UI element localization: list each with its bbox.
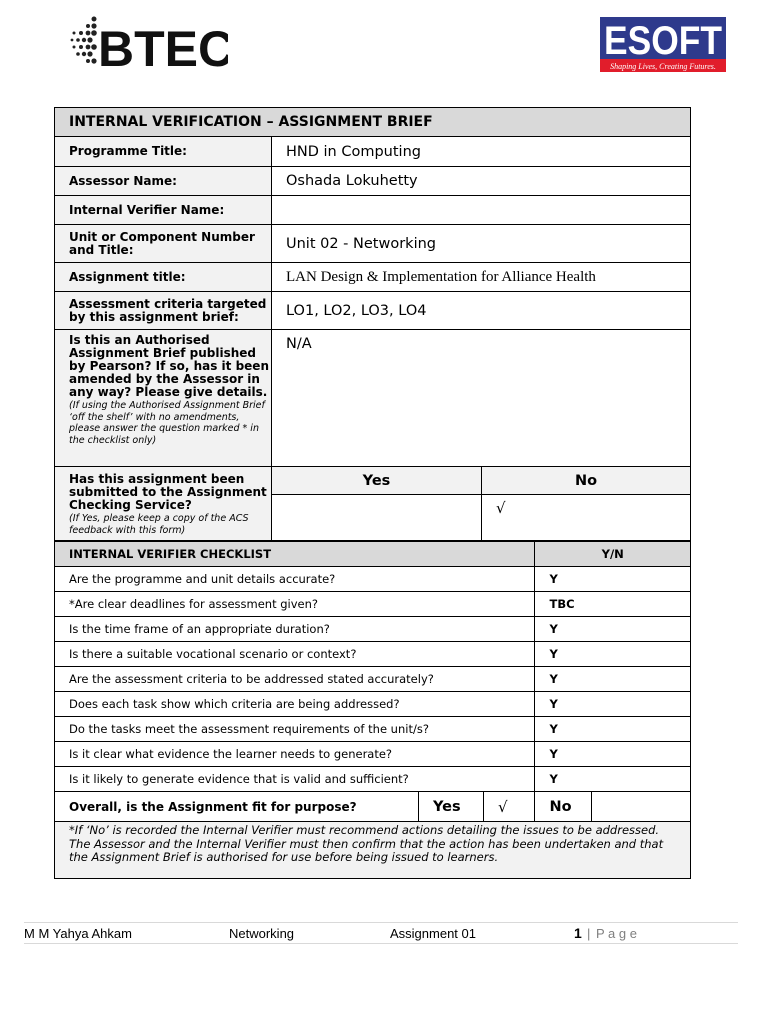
- checklist-answer: Y: [535, 567, 691, 592]
- programme-title-value: HND in Computing: [272, 137, 691, 167]
- acs-no-cell: √: [482, 495, 691, 541]
- overall-yes-mark: √: [484, 792, 535, 822]
- footer-unit: Networking: [229, 926, 295, 941]
- esoft-tagline: Shaping Lives, Creating Futures.: [610, 62, 716, 71]
- footer-separator: |: [587, 926, 591, 941]
- checklist-answer: Y: [535, 692, 691, 717]
- checklist-answer: Y: [535, 617, 691, 642]
- overall-no-label: No: [535, 792, 592, 822]
- esoft-logo: [600, 17, 726, 72]
- overall-yes-label: Yes: [419, 792, 484, 822]
- unit-label: Unit or Component Number and Title:: [55, 225, 272, 263]
- footer-assignment: Assignment 01: [390, 926, 476, 941]
- btec-wordmark: BTEC: [98, 21, 228, 72]
- checklist-row: [55, 617, 691, 642]
- checklist-row: [55, 567, 691, 592]
- assessor-name-value: Oshada Lokuhetty: [272, 167, 691, 196]
- checklist-row: [55, 692, 691, 717]
- authorised-brief-question: Is this an Authorised Assignment Brief published by Pearson? If so, has it been amended by the Assessor in any way? Please give details.: [69, 333, 269, 399]
- assignment-title-value: LAN Design & Implementation for Alliance Health: [272, 263, 691, 292]
- esoft-wordmark: ESOFT: [604, 19, 722, 63]
- acs-yes-cell: [272, 495, 482, 541]
- overall-no-mark: [592, 792, 691, 822]
- internal-verifier-label: Internal Verifier Name:: [55, 196, 272, 225]
- assessor-name-label: Assessor Name:: [55, 167, 272, 196]
- checklist-title: INTERNAL VERIFIER CHECKLIST: [55, 542, 535, 567]
- btec-logo: [68, 16, 228, 72]
- checklist-question: Are the assessment criteria to be addressed stated accurately?: [55, 667, 535, 692]
- assignment-brief-table: [54, 107, 691, 541]
- checklist-answer: Y: [535, 717, 691, 742]
- acs-note: (If Yes, please keep a copy of the ACS feedback with this form): [69, 513, 249, 536]
- checklist-question: Is there a suitable vocational scenario or context?: [55, 642, 535, 667]
- page-footer: [24, 922, 738, 944]
- checklist-row: [55, 717, 691, 742]
- checklist-row: [55, 667, 691, 692]
- footer-page-number: 1: [574, 925, 582, 941]
- checklist-answer: Y: [535, 742, 691, 767]
- checklist-yn-header: Y/N: [535, 542, 691, 567]
- checklist-question: Do the tasks meet the assessment requirements of the unit/s?: [55, 717, 535, 742]
- footer-author: M M Yahya Ahkam: [24, 926, 132, 941]
- checklist-question: Does each task show which criteria are being addressed?: [55, 692, 535, 717]
- checklist-question: Are the programme and unit details accurate?: [55, 567, 535, 592]
- criteria-value: LO1, LO2, LO3, LO4: [272, 292, 691, 330]
- acs-question: Has this assignment been submitted to the Assignment Checking Service?: [69, 472, 267, 512]
- checklist-row: [55, 742, 691, 767]
- acs-yes-header: Yes: [272, 467, 482, 495]
- criteria-label: Assessment criteria targeted by this assignment brief:: [55, 292, 272, 330]
- authorised-brief-note: (If using the Authorised Assignment Brief ‘off the shelf’ with no amendments, please answer the question marked * in the checklist only): [69, 400, 265, 446]
- checklist-footnote: *If ‘No’ is recorded the Internal Verifier must recommend actions detailing the issues to be addressed. The Assessor and the Internal Verifier must then confirm that the action has been undertaken and that the Assignment Brief is authorised for use before being issued to learners.: [55, 822, 691, 879]
- unit-value: Unit 02 - Networking: [272, 225, 691, 263]
- checklist-row: [55, 592, 691, 617]
- overall-row: [55, 792, 691, 822]
- programme-title-label: Programme Title:: [55, 137, 272, 167]
- checklist-question: Is it clear what evidence the learner needs to generate?: [55, 742, 535, 767]
- checklist-table: [54, 541, 691, 879]
- acs-no-header: No: [482, 467, 691, 495]
- footer-page-word: P a g e: [596, 926, 637, 941]
- checklist-question: *Are clear deadlines for assessment given?: [55, 592, 535, 617]
- overall-question: Overall, is the Assignment fit for purpose?: [55, 792, 419, 822]
- acs-label: [55, 467, 272, 541]
- authorised-brief-label: [55, 330, 272, 467]
- checklist-answer: TBC: [535, 592, 691, 617]
- checklist-question: Is it likely to generate evidence that is valid and sufficient?: [55, 767, 535, 792]
- form-title: INTERNAL VERIFICATION – ASSIGNMENT BRIEF: [55, 108, 691, 137]
- checklist-answer: Y: [535, 667, 691, 692]
- checklist-answer: Y: [535, 642, 691, 667]
- checklist-row: [55, 767, 691, 792]
- btec-dots-icon: [68, 16, 228, 72]
- checklist-row: [55, 642, 691, 667]
- checklist-answer: Y: [535, 767, 691, 792]
- assignment-title-label: Assignment title:: [55, 263, 272, 292]
- authorised-brief-value: N/A: [272, 330, 691, 467]
- checklist-question: Is the time frame of an appropriate duration?: [55, 617, 535, 642]
- internal-verifier-value: [272, 196, 691, 225]
